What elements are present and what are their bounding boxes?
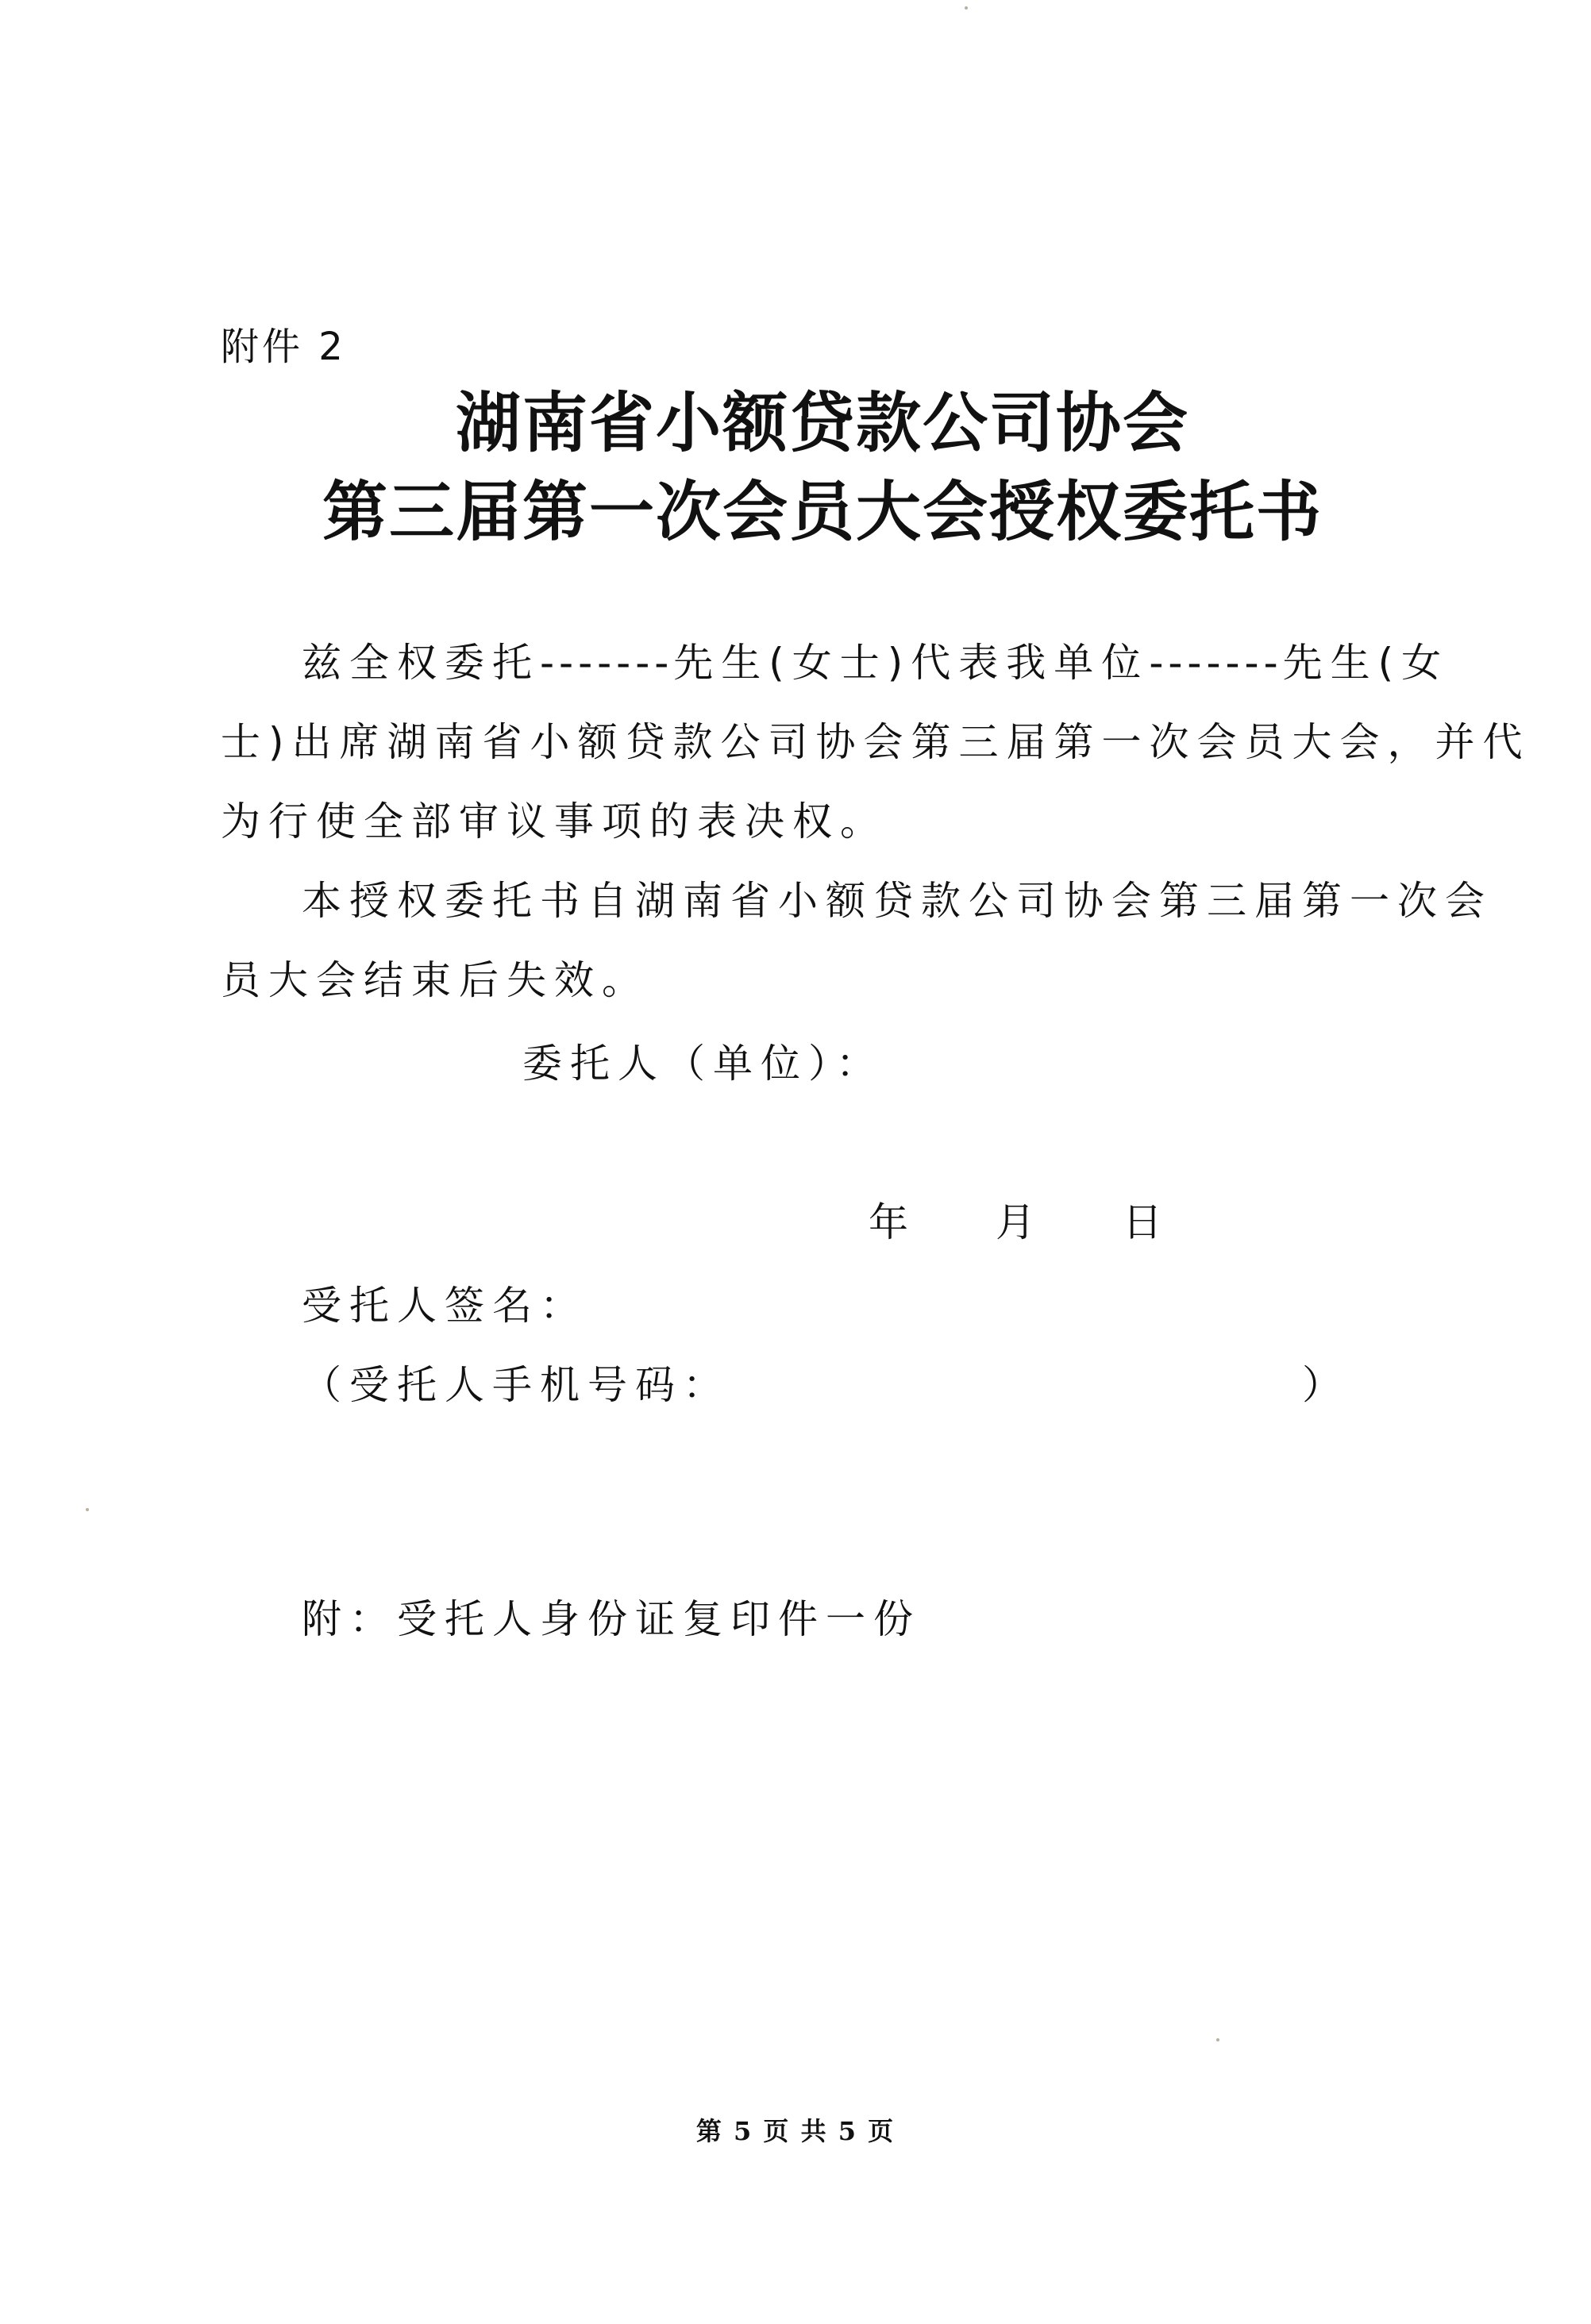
text-segment: 先生(女士)代表我单位 <box>673 640 1150 686</box>
date-month: 月 <box>996 1199 1035 1245</box>
appendix-note: 附：受托人身份证复印件一份 <box>302 1596 921 1642</box>
blank-field-proxy: ------- <box>540 640 674 686</box>
principal-label: 委托人（单位）： <box>522 1041 884 1087</box>
scan-speck <box>86 1508 89 1511</box>
document-title-line2: 第三届第一次会员大会授权委托书 <box>322 474 1323 550</box>
scan-speck <box>1216 2038 1219 2041</box>
page-number: 第 5 页 共 5 页 <box>695 2116 896 2146</box>
phone-row <box>302 1345 1350 1425</box>
phone-close-paren: ） <box>1302 1362 1350 1408</box>
paragraph-line: 士)出席湖南省小额贷款公司协会第三届第一次会员大会，并代 <box>221 719 1531 765</box>
paragraph-line: 员大会结束后失效。 <box>221 957 649 1003</box>
paragraph-line <box>221 623 1450 702</box>
blank-field-principal: ------- <box>1149 640 1283 686</box>
document-title-line1: 湖南省小额贷款公司协会 <box>455 385 1189 461</box>
paragraph-line: 本授权委托书自湖南省小额贷款公司协会第三届第一次会 <box>302 878 1493 924</box>
date-year: 年 <box>869 1199 908 1245</box>
text-segment: 先生(女 <box>1282 640 1450 686</box>
paragraph-line: 为行使全部审议事项的表决权。 <box>221 798 888 845</box>
date-day: 日 <box>1123 1199 1162 1245</box>
date-row <box>869 1183 1162 1262</box>
validity-paragraph <box>221 861 1493 1020</box>
authorization-paragraph <box>221 623 1531 861</box>
scan-speck <box>965 6 968 10</box>
signature-label: 受托人签名： <box>302 1283 587 1329</box>
text-segment: 兹全权委托 <box>302 640 540 686</box>
phone-label: （受托人手机号码： <box>302 1362 730 1408</box>
attachment-label: 附件 2 <box>221 325 346 369</box>
